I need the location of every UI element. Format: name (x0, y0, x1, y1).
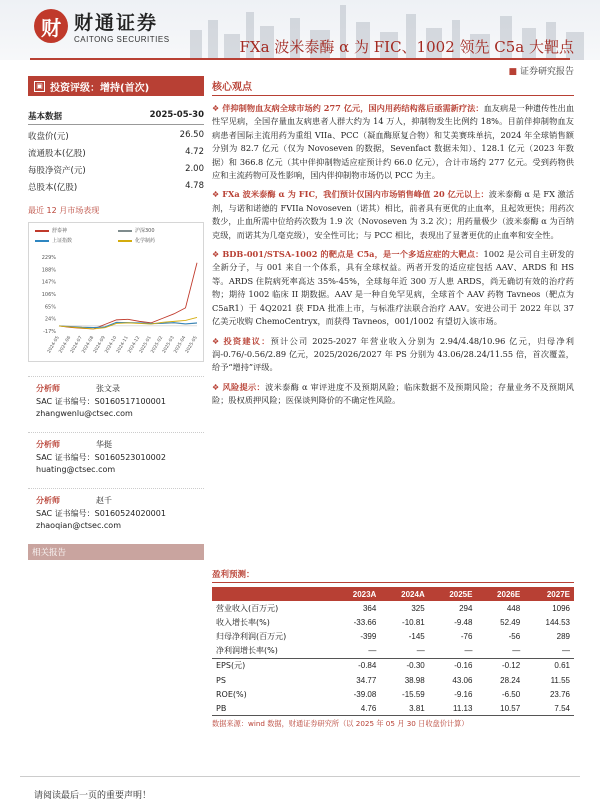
company-logo (34, 8, 170, 44)
x-tick-label: 2025-03 (161, 335, 176, 355)
logo-mark-icon: 财 (34, 9, 68, 43)
earnings-forecast (212, 568, 574, 729)
core-views-heading: 核心观点 (212, 76, 574, 96)
basic-data-row: 收盘价(元) 26.50 (28, 130, 204, 142)
core-point: ❖ 风险提示：波米泰酶 α 审评进度不及预期风险；临床数据不及预期风险；存量业务不及预期风险；股权质押风险；医保谈判降价的不确定性风险。 (212, 381, 574, 406)
y-tick-label: 229% (41, 255, 56, 261)
market-performance-chart (28, 222, 204, 362)
disclaimer: 请阅读最后一页的重要声明！ (34, 791, 152, 801)
investment-rating: 投资评级：增持(首次) (50, 82, 150, 94)
table-row: 收入增长率(%) -33.66 -10.81 -9.48 52.49 144.53 (216, 617, 570, 627)
table-row: PB 4.76 3.81 11.13 10.57 7.54 (212, 701, 574, 715)
x-tick-label: 2024-12 (127, 335, 142, 355)
legend-item: 舒泰神 (35, 227, 118, 234)
x-tick-label: 2025-05 (184, 335, 199, 355)
legend-item: 沪深300 (118, 227, 201, 234)
analyst-role: 分析师 (36, 496, 60, 505)
basic-data-row: 总股本(亿股) 4.78 (28, 181, 204, 193)
logo-chinese-name: 财通证券 (74, 12, 159, 34)
x-tick-label: 2024-08 (81, 335, 96, 355)
data-source-note: 数据来源：wind 数据，财通证券研究所（以 2025 年 05 月 30 日收盘价计算） (212, 719, 469, 728)
core-point: ❖ BDB-001/STSA-1002 的靶点是 C5a，是一个多适应症的大靶点：1002 是公司自主研发的全新分子，与 001 来自一个体系，具有全球权益。两者开发的适应症包括 AAV、ARDS 和 HS 等。ARDS 住院病死率高达 35%-45%，全球每年近 300 万人患 ARDS，尚无确切有效的治疗药物；期待 1002 临床 II 期数据。AAV 是一种自免罕见病，全球首个 AAV 药物 Tavneos（靶点为 C5aR1）于 4Q2021 获 FDA 批准上市，与标准疗法联合治疗 AAV。安进公司于 2022 年以 37 亿美元收购 ChemoCentryx，而获得 Tavneos，001/1002 有望切入该市场。 (212, 249, 574, 327)
square-bullet-icon: ■ (508, 67, 517, 77)
x-tick-label: 2025-02 (150, 335, 165, 355)
analyst-name: 华挺 (96, 440, 112, 449)
y-tick-label: 188% (41, 267, 56, 274)
table-row: 营业收入(百万元) 364 325 294 448 1096 (216, 603, 570, 613)
page-header (0, 0, 600, 60)
analyst-block (28, 432, 204, 474)
table-header-row: 2023A 2024A 2025E 2026E 2027E (212, 587, 574, 601)
basic-data-row: 每股净资产(元) 2.00 (28, 164, 204, 176)
investment-rating-bar (28, 76, 204, 96)
x-tick-label: 2025-01 (138, 335, 153, 355)
left-column (28, 76, 204, 560)
y-tick-label: 24% (44, 316, 56, 323)
core-views (212, 76, 574, 408)
table-row: PS 34.77 38.98 43.06 28.24 11.55 (216, 675, 570, 685)
forecast-title: 盈利预测： (212, 568, 574, 583)
footer-divider (20, 776, 580, 777)
header-divider (30, 58, 570, 60)
market-trend-label: 最近 12 月市场表现 (28, 206, 100, 215)
y-tick-label: 106% (41, 292, 56, 298)
table-row: 归母净利润(百万元) -399 -145 -76 -56 289 (216, 631, 570, 641)
x-tick-label: 2024-07 (69, 335, 84, 355)
x-tick-label: 2024-11 (115, 335, 130, 355)
legend-item: 化学制药 (118, 237, 201, 244)
analyst-email[interactable]: zhaoqian@ctsec.com (36, 521, 121, 530)
diamond-bullet-icon: ❖ (212, 382, 220, 392)
x-tick-label: 2025-04 (173, 335, 188, 355)
core-point: ❖ FXa 波米泰酶 α 为 FIC，我们预计仅国内市场销售峰值 20 亿元以上：波米泰酶 α 是 FX 激活剂，与诺和诺德的 FVIIa Novoseven（诺其）相比，前者具有更优的止血率，且起效更快；用药次数少，止血所需中位给药次数为 1.9 次（Novoseven 为 3.2 次）；用药量极少（波米泰酶 α 为百纳克级，而诺其为几毫克级），安全性可比；与 PCC 相比，表现出了显著更优的止血率和安全性。 (212, 189, 575, 240)
core-point: ❖ 伴抑制物血友病全球市场约 277 亿元，国内用药结构落后亟需新疗法：血友病是一种遗传性出血性罕见病，全国存量血友病患者人群大约为 14 万人，抑制物发生比例约 18%。目前伴抑制物血友病患者国际主流用药为重组 VIIa、PCC（凝血酶原复合物）和艾美赛珠单抗，2024 年全球销售额分别为 82.7 亿元（仅为 Novoseven 的数据，Sevenfact 数据未知）、128.1 亿元（2023 年数据）和 366.8 亿元（其中伴抑制物适应症预计约 66.0 亿元），合计市场约 277 亿元。受到药物供应和主流药物可及性影响，国内伴抑制物市场仍以 PCC 为主。 (212, 103, 575, 181)
x-tick-label: 2024-05 (46, 335, 61, 355)
core-point: ❖ 投资建议：预计公司 2025-2027 年营业收入分别为 2.94/4.48/10.96 亿元，归母净利润-0.76/-0.56/2.89 亿元，2025/2026/2027 年 PS 分别为 43.06/28.24/11.55 倍，首次覆盖，给予“增持”评级。 (212, 335, 574, 373)
series-line-舒泰神 (59, 263, 197, 329)
x-tick-label: 2024-10 (104, 335, 119, 355)
analyst-role: 分析师 (36, 384, 60, 393)
report-title: FXa 波米泰酶 α 为 FIC、1002 领先 C5a 大靶点 (239, 38, 574, 56)
logo-english-name: CAITONG SECURITIES (74, 35, 170, 44)
analyst-sac: SAC 证书编号：S0160517100001 (36, 397, 166, 406)
basic-data-date: 2025-05-30 (149, 110, 204, 120)
y-tick-label: -17% (43, 329, 56, 335)
analyst-name: 赵千 (96, 496, 112, 505)
chart-plot (29, 223, 205, 363)
forecast-table (212, 587, 574, 716)
legend-item: 上证指数 (35, 237, 118, 244)
report-type-label: 证券研究报告 (519, 67, 574, 77)
y-tick-label: 65% (44, 304, 56, 311)
x-tick-label: 2024-09 (92, 335, 107, 355)
x-tick-label: 2024-06 (58, 335, 73, 355)
table-row: ROE(%) -39.08 -15.59 -9.16 -6.50 23.76 (216, 689, 570, 699)
rating-icon: ▣ (34, 81, 45, 92)
basic-data-row: 流通股本(亿股) 4.72 (28, 147, 204, 159)
related-reports-header[interactable]: 相关报告 (28, 544, 204, 560)
diamond-bullet-icon: ❖ (212, 104, 220, 113)
analyst-block (28, 488, 204, 530)
table-row: EPS(元) -0.84 -0.30 -0.16 -0.12 0.61 (212, 658, 574, 673)
analyst-email[interactable]: huating@ctsec.com (36, 465, 116, 474)
table-row: 净利润增长率(%) — — — — — (216, 646, 570, 656)
analyst-role: 分析师 (36, 440, 60, 449)
analyst-block (28, 376, 204, 418)
analyst-email[interactable]: zhangwenlu@ctsec.com (36, 409, 133, 418)
diamond-bullet-icon: ❖ (212, 190, 220, 200)
diamond-bullet-icon: ❖ (212, 336, 221, 346)
analyst-sac: SAC 证书编号：S0160523010002 (36, 453, 166, 462)
y-tick-label: 147% (41, 279, 56, 286)
basic-data-title: 基本数据 (28, 112, 63, 122)
basic-data (28, 110, 204, 193)
analyst-name: 张文录 (96, 384, 120, 393)
analyst-sac: SAC 证书编号：S0160524020001 (36, 509, 166, 518)
diamond-bullet-icon: ❖ (212, 250, 220, 260)
